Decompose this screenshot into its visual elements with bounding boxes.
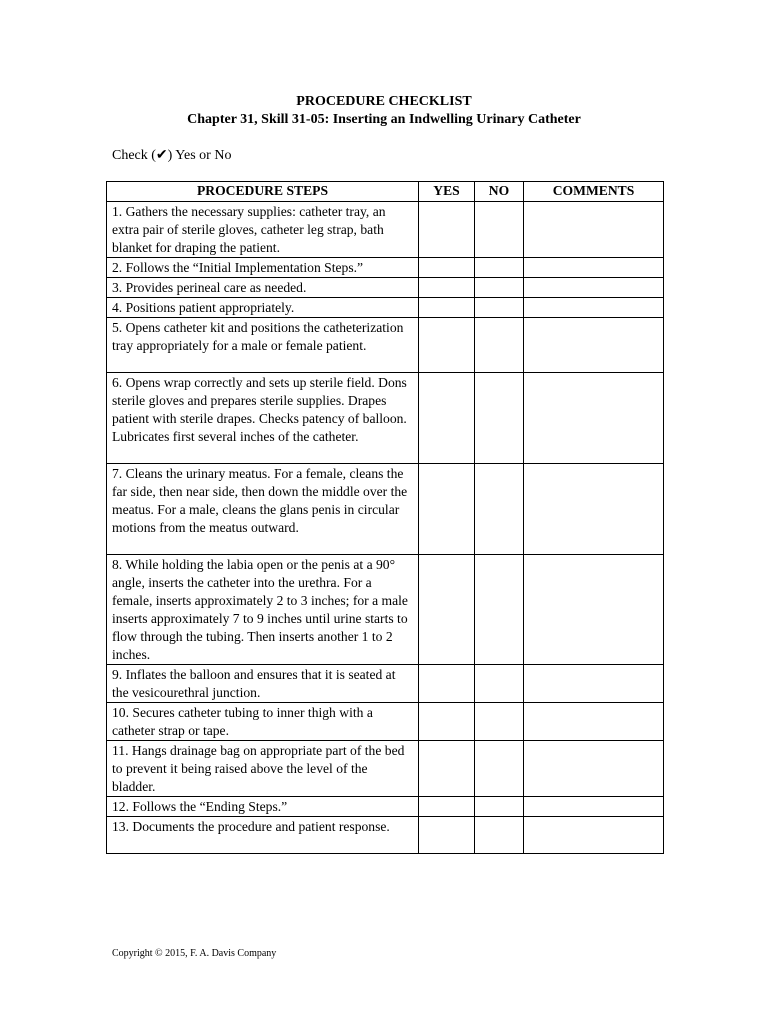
step-cell: 4. Positions patient appropriately.	[107, 298, 419, 318]
no-checkbox-cell[interactable]	[475, 373, 524, 464]
table-row	[107, 665, 664, 703]
table-row	[107, 817, 664, 854]
step-cell: 12. Follows the “Ending Steps.”	[107, 797, 419, 817]
comments-cell[interactable]	[524, 318, 664, 373]
yes-checkbox-cell[interactable]	[419, 373, 475, 464]
no-checkbox-cell[interactable]	[475, 665, 524, 703]
yes-checkbox-cell[interactable]	[419, 797, 475, 817]
yes-checkbox-cell[interactable]	[419, 258, 475, 278]
comments-cell[interactable]	[524, 373, 664, 464]
comments-cell[interactable]	[524, 555, 664, 665]
no-checkbox-cell[interactable]	[475, 817, 524, 854]
step-cell: 6. Opens wrap correctly and sets up sterile field. Dons sterile gloves and prepares sterile supplies. Drapes patient with sterile drapes. Checks patency of balloon. Lubricates first several inches of the catheter.	[107, 373, 419, 464]
no-checkbox-cell[interactable]	[475, 278, 524, 298]
column-header-procedure-steps: PROCEDURE STEPS	[107, 182, 419, 202]
no-checkbox-cell[interactable]	[475, 318, 524, 373]
comments-cell[interactable]	[524, 665, 664, 703]
step-cell: 13. Documents the procedure and patient response.	[107, 817, 419, 854]
yes-checkbox-cell[interactable]	[419, 741, 475, 797]
no-checkbox-cell[interactable]	[475, 258, 524, 278]
yes-checkbox-cell[interactable]	[419, 464, 475, 555]
instruction-text: Check (✔) Yes or No	[112, 148, 232, 163]
step-cell: 7. Cleans the urinary meatus. For a female, cleans the far side, then near side, then down the middle over the meatus. For a male, cleans the glans penis in circular motions from the meatus outward.	[107, 464, 419, 555]
no-checkbox-cell[interactable]	[475, 298, 524, 318]
column-header-yes: YES	[419, 182, 475, 202]
table-row	[107, 741, 664, 797]
table-row	[107, 797, 664, 817]
table-row	[107, 703, 664, 741]
table-row	[107, 373, 664, 464]
comments-cell[interactable]	[524, 741, 664, 797]
table-row	[107, 258, 664, 278]
yes-checkbox-cell[interactable]	[419, 703, 475, 741]
table-row	[107, 555, 664, 665]
yes-checkbox-cell[interactable]	[419, 298, 475, 318]
yes-checkbox-cell[interactable]	[419, 278, 475, 298]
comments-cell[interactable]	[524, 258, 664, 278]
column-header-comments: COMMENTS	[524, 182, 664, 202]
yes-checkbox-cell[interactable]	[419, 817, 475, 854]
yes-checkbox-cell[interactable]	[419, 318, 475, 373]
step-cell: 2. Follows the “Initial Implementation Steps.”	[107, 258, 419, 278]
table-row	[107, 298, 664, 318]
step-cell: 1. Gathers the necessary supplies: catheter tray, an extra pair of sterile gloves, catheter leg strap, bath blanket for draping the patient.	[107, 202, 419, 258]
table-row	[107, 202, 664, 258]
step-cell: 8. While holding the labia open or the penis at a 90° angle, inserts the catheter into the urethra. For a female, inserts approximately 2 to 3 inches; for a male inserts approximately 7 to 9 inches until urine starts to flow through the tubing. Then inserts another 1 to 2 inches.	[107, 555, 419, 665]
step-cell: 9. Inflates the balloon and ensures that it is seated at the vesicourethral junction.	[107, 665, 419, 703]
copyright-footer: Copyright © 2015, F. A. Davis Company	[112, 948, 277, 959]
no-checkbox-cell[interactable]	[475, 202, 524, 258]
page-subtitle: Chapter 31, Skill 31-05: Inserting an Indwelling Urinary Catheter	[187, 112, 581, 127]
no-checkbox-cell[interactable]	[475, 555, 524, 665]
comments-cell[interactable]	[524, 298, 664, 318]
comments-cell[interactable]	[524, 817, 664, 854]
no-checkbox-cell[interactable]	[475, 797, 524, 817]
no-checkbox-cell[interactable]	[475, 703, 524, 741]
yes-checkbox-cell[interactable]	[419, 202, 475, 258]
yes-checkbox-cell[interactable]	[419, 665, 475, 703]
step-cell: 11. Hangs drainage bag on appropriate part of the bed to prevent it being raised above the level of the bladder.	[107, 741, 419, 797]
comments-cell[interactable]	[524, 797, 664, 817]
comments-cell[interactable]	[524, 202, 664, 258]
step-cell: 5. Opens catheter kit and positions the catheterization tray appropriately for a male or female patient.	[107, 318, 419, 373]
table-row	[107, 318, 664, 373]
comments-cell[interactable]	[524, 703, 664, 741]
no-checkbox-cell[interactable]	[475, 741, 524, 797]
step-cell: 3. Provides perineal care as needed.	[107, 278, 419, 298]
yes-checkbox-cell[interactable]	[419, 555, 475, 665]
page-title: PROCEDURE CHECKLIST	[296, 94, 472, 109]
procedure-checklist-table	[106, 181, 664, 854]
table-row	[107, 464, 664, 555]
comments-cell[interactable]	[524, 464, 664, 555]
comments-cell[interactable]	[524, 278, 664, 298]
table-row	[107, 278, 664, 298]
table-header-row	[107, 182, 664, 202]
no-checkbox-cell[interactable]	[475, 464, 524, 555]
step-cell: 10. Secures catheter tubing to inner thigh with a catheter strap or tape.	[107, 703, 419, 741]
column-header-no: NO	[475, 182, 524, 202]
